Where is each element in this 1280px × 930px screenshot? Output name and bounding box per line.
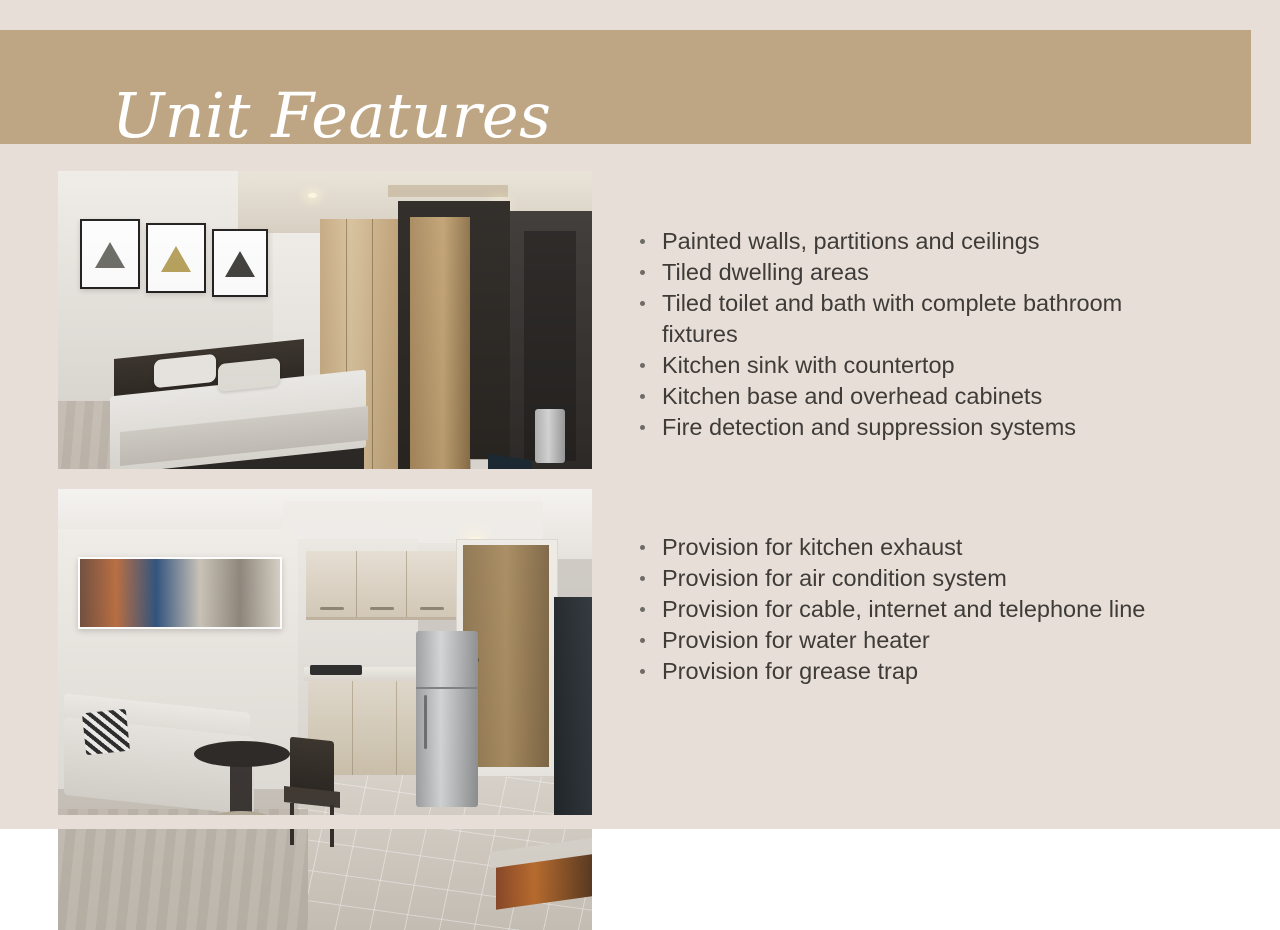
- page-title: Unit Features: [112, 79, 552, 152]
- list-item-label: Provision for grease trap: [662, 658, 919, 684]
- refrigerator-door-split: [416, 687, 478, 689]
- slide-content: [0, 144, 1280, 829]
- list-item: [632, 412, 1192, 443]
- bottom-margin-strip: [0, 815, 1280, 829]
- bullet-icon: [640, 638, 645, 643]
- bullet-icon: [640, 301, 645, 306]
- bullet-icon: [640, 669, 645, 674]
- wall-art-panel: [78, 557, 282, 629]
- bullet-icon: [640, 270, 645, 275]
- trash-bin: [535, 409, 565, 463]
- list-item-label: Provision for kitchen exhaust: [662, 534, 963, 560]
- bedroom-ceiling-strip: [388, 185, 508, 197]
- list-item-label: Kitchen sink with countertop: [662, 351, 955, 378]
- list-item: [632, 532, 1202, 563]
- dining-table-top: [194, 741, 290, 767]
- wall-art-frame: [146, 223, 206, 293]
- list-item: [632, 563, 1202, 594]
- unit-provisions-list: [632, 532, 1202, 687]
- list-item: [632, 625, 1202, 656]
- bullet-icon: [640, 363, 645, 368]
- header-band: [0, 30, 1251, 152]
- cabinet-handle: [370, 607, 394, 610]
- cabinet-handle: [320, 607, 344, 610]
- top-margin-strip: [0, 0, 1280, 30]
- list-item: [632, 226, 1192, 257]
- bullet-icon: [640, 239, 645, 244]
- bullet-icon: [640, 394, 645, 399]
- list-item-label: Kitchen base and overhead cabinets: [662, 382, 1043, 409]
- wall-art-frame: [212, 229, 268, 297]
- bedroom-door: [410, 217, 470, 469]
- list-item-label: Tiled dwelling areas: [662, 259, 869, 285]
- triangle-motif-icon: [225, 251, 255, 277]
- list-item: [632, 350, 1192, 381]
- unit-finishes-list: [632, 226, 1192, 443]
- ceiling-light-icon: [308, 193, 317, 198]
- list-item: [632, 381, 1192, 412]
- bullet-icon: [640, 545, 645, 550]
- list-item-label: Tiled toilet and bath with complete bathroom fixtures: [662, 290, 1123, 347]
- triangle-motif-icon: [95, 242, 125, 268]
- list-item: [632, 594, 1202, 625]
- bullet-icon: [640, 425, 645, 430]
- throw-pillow: [82, 709, 130, 755]
- wall-art-frame: [80, 219, 140, 289]
- list-item-label: Provision for water heater: [662, 627, 930, 653]
- list-item-label: Provision for cable, internet and telephone line: [662, 596, 1146, 622]
- ceiling-drop-panel: [283, 501, 543, 543]
- refrigerator-handle: [424, 695, 427, 749]
- triangle-motif-icon: [161, 246, 191, 272]
- cabinet-handle: [420, 607, 444, 610]
- list-item: [632, 288, 1192, 349]
- living-kitchen-render: [58, 489, 592, 930]
- bullet-icon: [640, 607, 645, 612]
- television-panel: [554, 597, 592, 827]
- list-item-label: Fire detection and suppression systems: [662, 413, 1077, 440]
- list-item-label: Painted walls, partitions and ceilings: [662, 228, 1040, 254]
- bedroom-render: [58, 171, 592, 469]
- kitchen-cooktop: [310, 665, 362, 675]
- list-item-label: Provision for air condition system: [662, 565, 1007, 591]
- list-item: [632, 257, 1192, 288]
- list-item: [632, 656, 1202, 687]
- bullet-icon: [640, 576, 645, 581]
